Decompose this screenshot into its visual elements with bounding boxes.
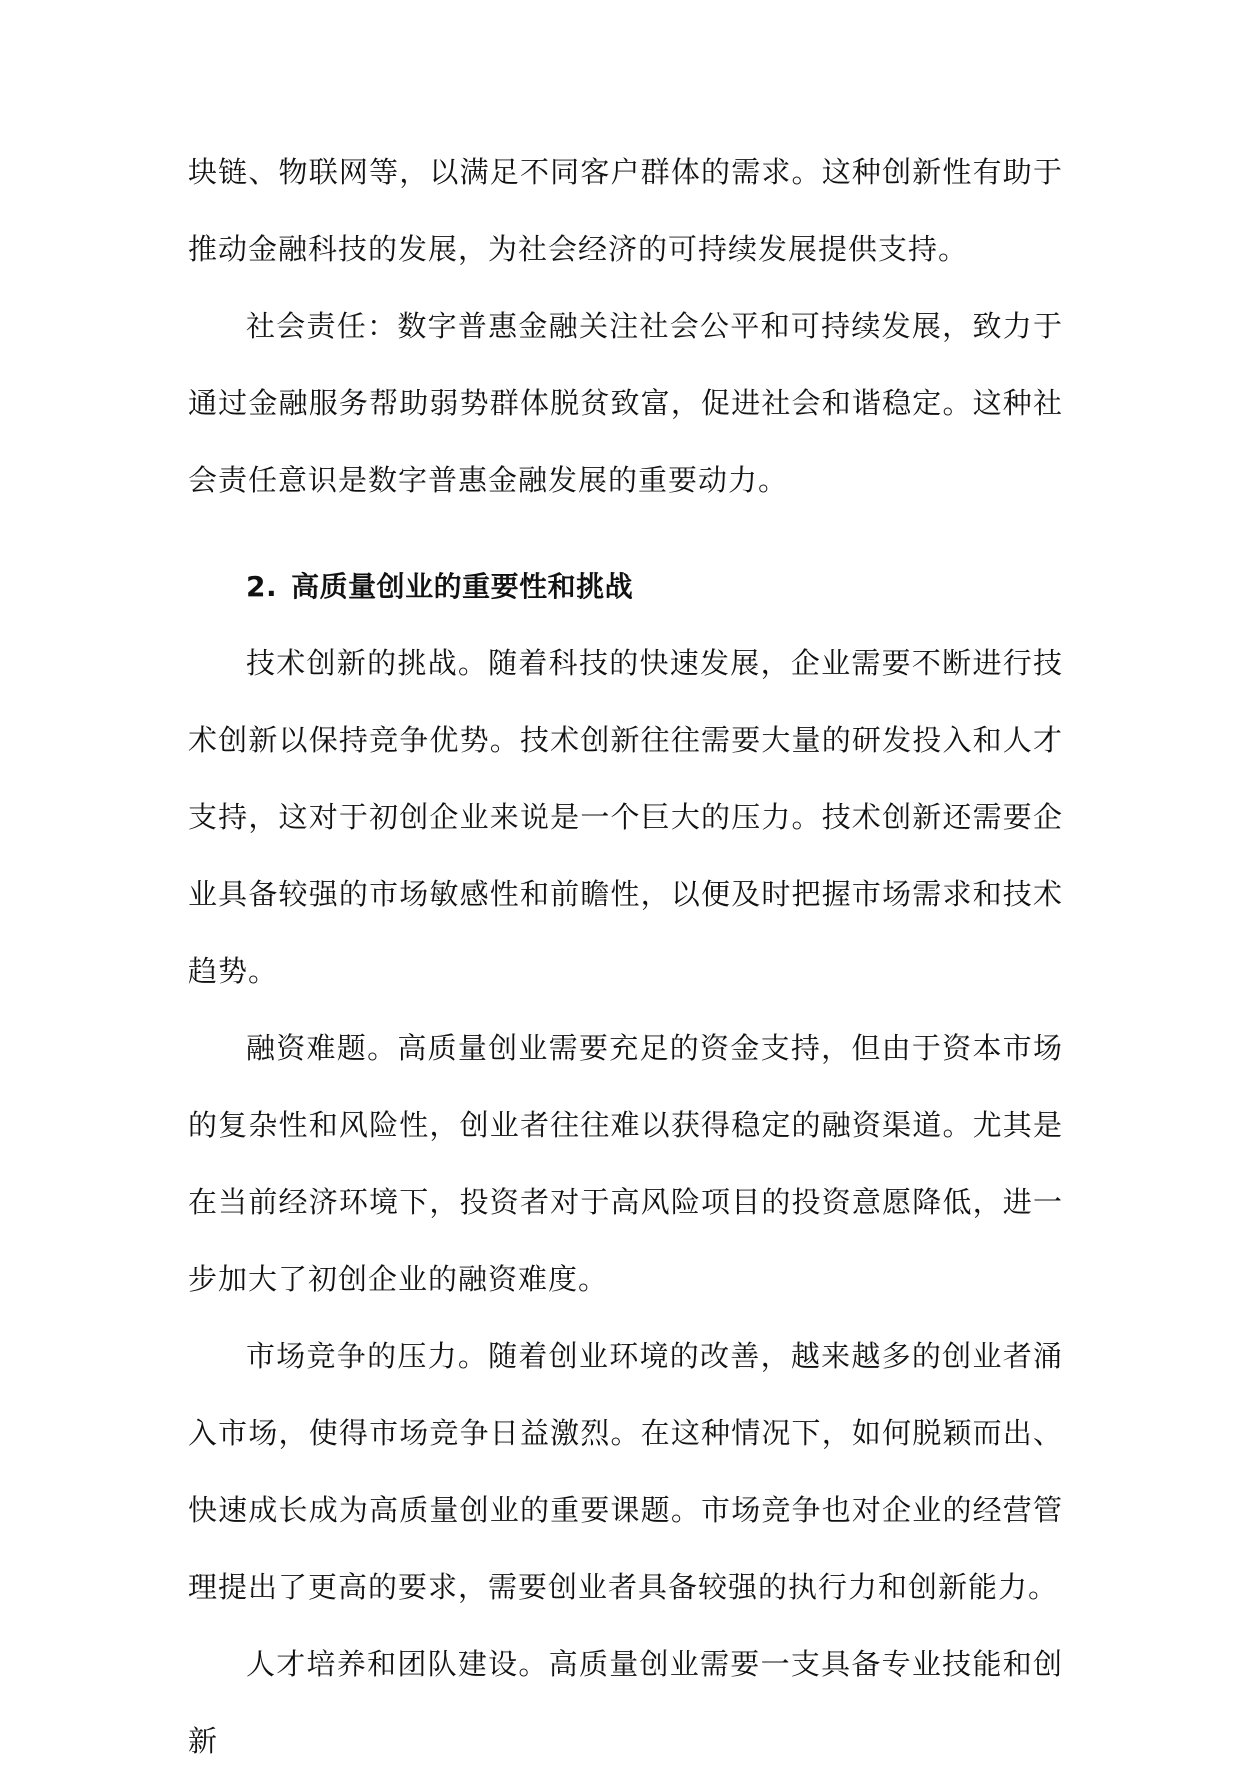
paragraph-continued: 块链、物联网等，以满足不同客户群体的需求。这种创新性有助于推动金融科技的发展，为社会经济的可持续发展提供支持。 (188, 155, 1063, 266)
paragraph-talent: 人才培养和团队建设。高质量创业需要一支具备专业技能和创新 (188, 1647, 1063, 1758)
paragraph-market-competition: 市场竞争的压力。随着创业环境的改善，越来越多的创业者涌入市场，使得市场竞争日益激烈。在这种情况下，如何脱颖而出、快速成长成为高质量创业的重要课题。市场竞争也对企业的经营管理提出了更高的要求，需要创业者具备较强的执行力和创新能力。 (188, 1339, 1063, 1604)
section-title: 高质量创业的重要性和挑战 (291, 570, 634, 603)
document-body (188, 134, 1063, 1780)
section-heading (188, 548, 1063, 625)
paragraph-tech-innovation: 技术创新的挑战。随着科技的快速发展，企业需要不断进行技术创新以保持竞争优势。技术创新往往需要大量的研发投入和人才支持，这对于初创企业来说是一个巨大的压力。技术创新还需要企业具备较强的市场敏感性和前瞻性，以便及时把握市场需求和技术趋势。 (188, 646, 1063, 988)
paragraph-social-responsibility: 社会责任：数字普惠金融关注社会公平和可持续发展，致力于通过金融服务帮助弱势群体脱贫致富，促进社会和谐稳定。这种社会责任意识是数字普惠金融发展的重要动力。 (188, 309, 1063, 497)
paragraph-financing: 融资难题。高质量创业需要充足的资金支持，但由于资本市场的复杂性和风险性，创业者往往难以获得稳定的融资渠道。尤其是在当前经济环境下，投资者对于高风险项目的投资意愿降低，进一步加大了初创企业的融资难度。 (188, 1031, 1063, 1296)
section-number: 2. (246, 570, 278, 603)
